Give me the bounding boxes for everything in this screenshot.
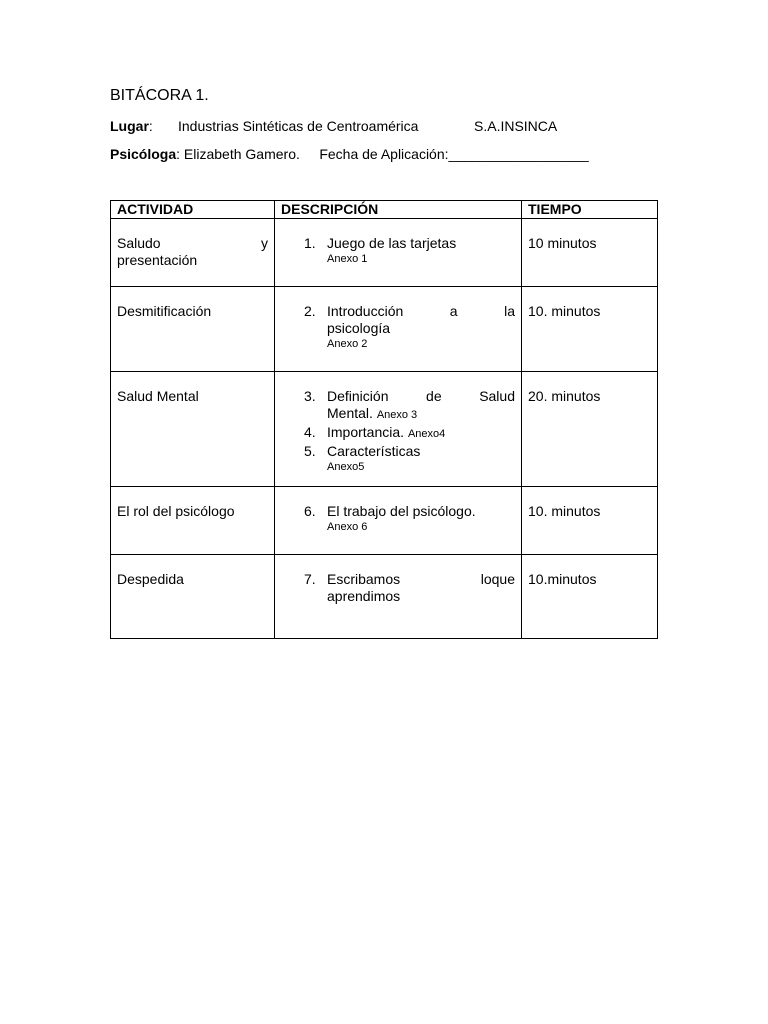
tiempo-cell: 20. minutos [522,372,658,487]
descripcion-cell [275,487,522,555]
lugar-company: S.A.INSINCA [474,118,558,134]
item-text: aprendimos [327,588,401,604]
descripcion-cell [275,555,522,639]
psicologa-line [110,145,589,163]
actividad-cell [111,219,275,287]
item-text: Mental. [327,405,373,421]
list-item [304,388,515,424]
descripcion-cell [275,287,522,372]
lugar-value: Industrias Sintéticas de Centroamérica [178,118,419,134]
actividad-cell: Desmitificación [111,287,275,372]
item-text: Definición [327,388,389,404]
item-number: 2. [304,303,316,319]
item-text: Características [327,443,421,459]
descripcion-cell [275,372,522,487]
table-row [111,219,658,287]
actividad-text: Saludo [117,235,161,251]
actividad-cell: Salud Mental [111,372,275,487]
item-text: El trabajo del psicólogo. [327,503,476,519]
item-text: de [426,388,442,404]
lugar-separator: : [148,118,153,134]
item-text: loque [480,571,515,587]
psicologa-value: : Elizabeth Gamero. [176,146,300,162]
item-number: 5. [304,443,316,459]
item-number: 4. [304,424,316,440]
tiempo-cell: 10. minutos [522,287,658,372]
item-number: 3. [304,388,316,404]
document-title: BITÁCORA 1. [110,87,209,104]
tiempo-cell: 10.minutos [522,555,658,639]
activities-table [110,200,658,639]
item-number: 6. [304,503,316,519]
item-text: Importancia. [327,424,405,440]
anexo-label: Anexo 3 [376,409,418,421]
item-text: Escribamos [327,571,401,587]
item-text: la [504,303,515,319]
table-header-row [111,201,658,219]
item-number: 1. [304,235,316,251]
tiempo-cell: 10 minutos [522,219,658,287]
anexo-label: Anexo 1 [327,253,368,265]
list-item [304,303,515,351]
lugar-label: Lugar [110,118,149,134]
actividad-text: presentación [117,252,198,268]
header-tiempo: TIEMPO [522,201,658,219]
item-text: psicología [327,320,391,336]
anexo-label: Anexo5 [327,461,365,473]
psicologa-label: Psicóloga [110,146,177,162]
descripcion-cell [275,219,522,287]
table-row [111,287,658,372]
anexo-label: Anexo 6 [327,521,368,533]
actividad-cell: Despedida [111,555,275,639]
anexo-label: Anexo 2 [327,338,368,350]
tiempo-cell: 10. minutos [522,487,658,555]
table-row [111,372,658,487]
table-row [111,555,658,639]
item-number: 7. [304,571,316,587]
list-item [304,424,515,443]
lugar-line [110,117,558,135]
list-item [304,443,515,474]
header-descripcion: DESCRIPCIÓN [275,201,522,219]
anexo-label: Anexo4 [407,428,446,440]
item-text: a [449,303,458,319]
actividad-cell: El rol del psicólogo [111,487,275,555]
item-text: Salud [479,388,515,404]
list-item [304,503,515,534]
table-row [111,487,658,555]
list-item [304,571,515,605]
item-text: Juego de las tarjetas [327,235,457,251]
item-text: Introducción [327,303,404,319]
actividad-text: y [261,235,268,251]
fecha-aplicacion: Fecha de Aplicación:__________________ [319,146,589,162]
list-item [304,235,515,266]
header-actividad: ACTIVIDAD [111,201,275,219]
